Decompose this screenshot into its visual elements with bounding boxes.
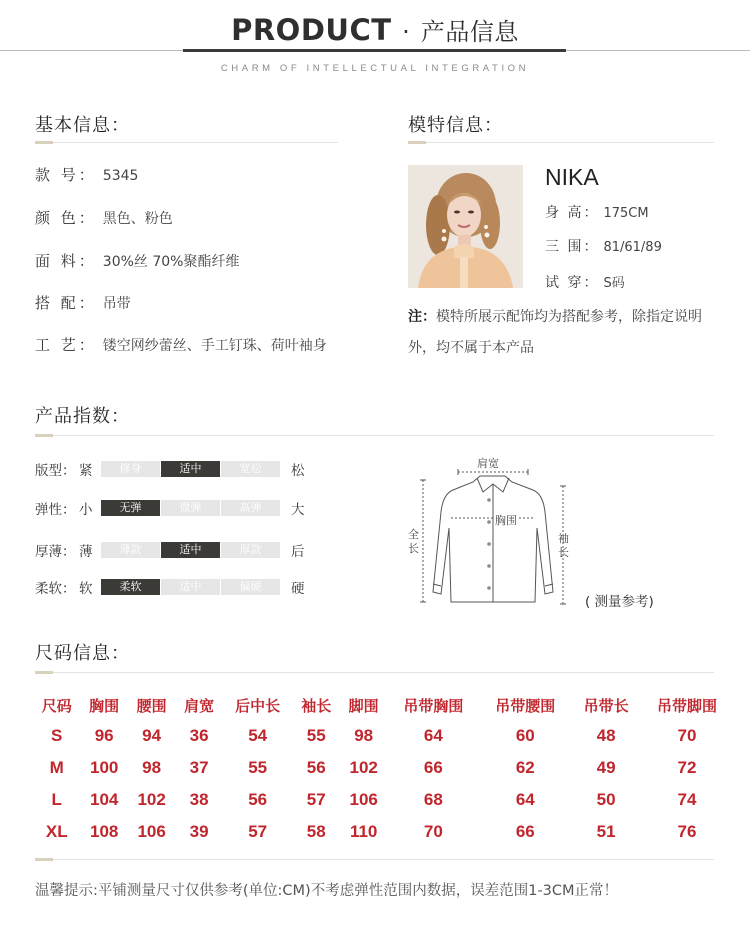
size-table-cell: 37 bbox=[189, 758, 209, 777]
model-info-row bbox=[545, 236, 662, 256]
basic-info-value: 30%丝 70%聚酯纤维 bbox=[102, 254, 240, 270]
index-segment-selected: 柔软 bbox=[101, 579, 160, 595]
index-low-label: 软 bbox=[79, 581, 93, 597]
size-table-cell: 56 bbox=[306, 758, 326, 777]
index-title: 产品指数： bbox=[35, 406, 130, 427]
size-table-cell: S bbox=[51, 726, 63, 745]
basic-info-label: 搭 配： bbox=[35, 294, 97, 312]
basic-info-title: 基本信息： bbox=[35, 115, 130, 136]
index-low-label: 小 bbox=[79, 502, 93, 518]
basic-info-rule bbox=[35, 142, 338, 143]
size-table bbox=[33, 690, 733, 848]
size-table-cell: 70 bbox=[423, 822, 443, 841]
size-table-header-cell: 袖长 bbox=[301, 696, 332, 715]
size-table-cell: M bbox=[49, 758, 64, 777]
index-rule bbox=[35, 435, 714, 436]
index-label: 弹性： bbox=[35, 502, 76, 518]
basic-info-value: 镂空网纱蕾丝、手工钉珠、荷叶袖身 bbox=[102, 338, 327, 354]
size-table-header-cell: 吊带长 bbox=[583, 696, 629, 715]
size-table-cell: 70 bbox=[677, 726, 697, 745]
size-table-header-cell: 胸围 bbox=[89, 696, 120, 715]
size-table-header-cell: 吊带胸围 bbox=[403, 696, 464, 715]
size-table-cell: 38 bbox=[189, 790, 209, 809]
size-table-cell: 56 bbox=[248, 790, 268, 809]
size-table-cell: 100 bbox=[89, 758, 119, 777]
size-table-cell: 60 bbox=[515, 726, 535, 745]
size-accent bbox=[35, 671, 53, 674]
size-table-cell: 96 bbox=[94, 726, 114, 745]
model-info-label: 试 穿： bbox=[545, 275, 600, 291]
basic-info-value: 黑色、粉色 bbox=[102, 211, 173, 227]
basic-info-row bbox=[35, 207, 173, 228]
size-table-row bbox=[33, 816, 733, 848]
size-table-row bbox=[33, 784, 733, 816]
size-table-cell: 54 bbox=[248, 726, 268, 745]
size-table-cell: 104 bbox=[89, 790, 119, 809]
index-low-label: 紧 bbox=[79, 463, 93, 479]
model-note-label: 注： bbox=[408, 309, 436, 325]
model-info-row bbox=[545, 272, 625, 292]
size-table-cell: 106 bbox=[349, 790, 378, 809]
model-info-label: 三 围： bbox=[545, 239, 600, 255]
header-rule-accent bbox=[183, 49, 566, 52]
index-high-label: 后 bbox=[291, 544, 305, 560]
model-photo bbox=[408, 165, 523, 288]
size-table-cell: 64 bbox=[423, 726, 443, 745]
title-en: PRODUCT bbox=[231, 13, 392, 47]
size-title: 尺码信息： bbox=[35, 643, 130, 664]
model-info-accent bbox=[408, 141, 426, 144]
diagram-shoulder-label: 肩宽 bbox=[477, 457, 499, 470]
size-table-cell: 94 bbox=[142, 726, 162, 745]
index-label: 厚薄： bbox=[35, 544, 76, 560]
size-table-cell: 98 bbox=[142, 758, 162, 777]
size-table-cell: 74 bbox=[677, 790, 697, 809]
size-table-cell: 48 bbox=[596, 726, 616, 745]
size-table-cell: XL bbox=[45, 822, 68, 841]
size-table-cell: 102 bbox=[137, 790, 166, 809]
measure-reference: ( 测量参考) bbox=[585, 594, 654, 610]
size-table-cell: 98 bbox=[354, 726, 374, 745]
title-sep: · bbox=[402, 18, 411, 46]
size-table-cell: 76 bbox=[677, 822, 697, 841]
index-high-label: 硬 bbox=[291, 581, 305, 597]
size-table-row bbox=[33, 752, 733, 784]
basic-info-label: 工 艺： bbox=[35, 336, 97, 354]
diagram-sleeve-label: 袖长 bbox=[558, 532, 569, 559]
size-table-cell: 55 bbox=[248, 758, 268, 777]
model-info-rule bbox=[408, 142, 714, 143]
page-subtitle: CHARM OF INTELLECTUAL INTEGRATION bbox=[220, 63, 530, 74]
diagram-chest-label: 胸围 bbox=[495, 514, 517, 527]
size-table-header-cell: 腰围 bbox=[136, 696, 167, 715]
size-table-row bbox=[33, 720, 733, 752]
index-segment: 高弹 bbox=[221, 500, 280, 516]
index-high-label: 大 bbox=[291, 502, 305, 518]
size-table-cell: 62 bbox=[515, 758, 535, 777]
size-table-cell: 106 bbox=[137, 822, 166, 841]
size-table-cell: 49 bbox=[596, 758, 616, 777]
index-segment: 适中 bbox=[161, 579, 220, 595]
index-segment: 薄款 bbox=[101, 542, 160, 558]
size-table-cell: 58 bbox=[306, 822, 326, 841]
index-row bbox=[35, 498, 325, 516]
model-info-value: S码 bbox=[603, 276, 625, 291]
basic-info-row bbox=[35, 250, 239, 271]
size-table-cell: 108 bbox=[89, 822, 119, 841]
basic-info-value: 5345 bbox=[102, 168, 139, 184]
title-cn: 产品信息 bbox=[420, 18, 519, 46]
size-table-header-cell: 吊带脚围 bbox=[656, 696, 717, 715]
index-segment: 微弹 bbox=[161, 500, 220, 516]
index-segment: 偏硬 bbox=[221, 579, 280, 595]
size-tip: 温馨提示:平铺测量尺寸仅供参考(单位:CM)不考虑弹性范围内数据，误差范围1-3CM正常！ bbox=[35, 883, 619, 899]
basic-info-value: 吊带 bbox=[102, 296, 131, 312]
index-label: 柔软： bbox=[35, 581, 76, 597]
model-info-title: 模特信息： bbox=[408, 115, 503, 136]
basic-info-label: 颜 色： bbox=[35, 209, 97, 227]
size-table-cell: 36 bbox=[189, 726, 209, 745]
index-segment: 厚款 bbox=[221, 542, 280, 558]
size-table-cell: 50 bbox=[596, 790, 616, 809]
model-info-row bbox=[545, 202, 649, 222]
index-segment-selected: 适中 bbox=[161, 461, 220, 477]
shirt-diagram bbox=[405, 452, 580, 617]
size-table-cell: 57 bbox=[248, 822, 268, 841]
model-note-text: 模特所展示配饰均为搭配参考，除指定说明外，均不属于本产品 bbox=[408, 309, 702, 356]
index-row bbox=[35, 540, 325, 558]
size-table-header-cell: 后中长 bbox=[235, 696, 281, 715]
size-table-cell: 57 bbox=[306, 790, 326, 809]
page-title bbox=[0, 12, 750, 47]
size-table-cell: 39 bbox=[189, 822, 209, 841]
model-note bbox=[408, 302, 718, 364]
index-segment: 修身 bbox=[101, 461, 160, 477]
size-rule bbox=[35, 672, 714, 673]
page-header bbox=[0, 0, 750, 90]
index-low-label: 薄 bbox=[79, 544, 93, 560]
index-row bbox=[35, 577, 325, 595]
size-bottom-accent bbox=[35, 858, 53, 861]
index-accent bbox=[35, 434, 53, 437]
basic-info-row bbox=[35, 334, 327, 355]
model-info-value: 175CM bbox=[603, 206, 649, 221]
basic-info-label: 款 号： bbox=[35, 166, 97, 184]
basic-info-label: 面 料： bbox=[35, 252, 97, 270]
size-table-header-cell: 尺码 bbox=[41, 696, 72, 715]
index-segment-selected: 无弹 bbox=[101, 500, 160, 516]
index-row bbox=[35, 459, 325, 477]
size-table-header-cell: 脚围 bbox=[348, 696, 379, 715]
size-table-cell: 102 bbox=[349, 758, 378, 777]
diagram-length-label: 全长 bbox=[408, 528, 419, 555]
index-segment: 宽松 bbox=[221, 461, 280, 477]
model-name: NIKA bbox=[545, 164, 599, 190]
size-table-cell: L bbox=[51, 790, 62, 809]
size-table-cell: 64 bbox=[515, 790, 535, 809]
size-table-cell: 66 bbox=[515, 822, 535, 841]
model-info-value: 81/61/89 bbox=[603, 240, 662, 255]
size-table-cell: 66 bbox=[423, 758, 443, 777]
index-segment-selected: 适中 bbox=[161, 542, 220, 558]
size-table-header bbox=[33, 690, 733, 720]
index-high-label: 松 bbox=[291, 463, 305, 479]
basic-info-row bbox=[35, 164, 138, 185]
basic-info-accent bbox=[35, 141, 53, 144]
size-table-cell: 51 bbox=[596, 822, 616, 841]
basic-info-row bbox=[35, 292, 131, 313]
model-info-label: 身 高： bbox=[545, 205, 600, 221]
size-table-header-cell: 肩宽 bbox=[184, 696, 215, 715]
size-table-cell: 55 bbox=[306, 726, 326, 745]
size-table-cell: 110 bbox=[349, 822, 378, 841]
size-bottom-rule bbox=[35, 859, 714, 860]
size-table-cell: 68 bbox=[423, 790, 443, 809]
index-label: 版型： bbox=[35, 463, 76, 479]
size-table-cell: 72 bbox=[677, 758, 697, 777]
size-table-header-cell: 吊带腰围 bbox=[495, 696, 556, 715]
